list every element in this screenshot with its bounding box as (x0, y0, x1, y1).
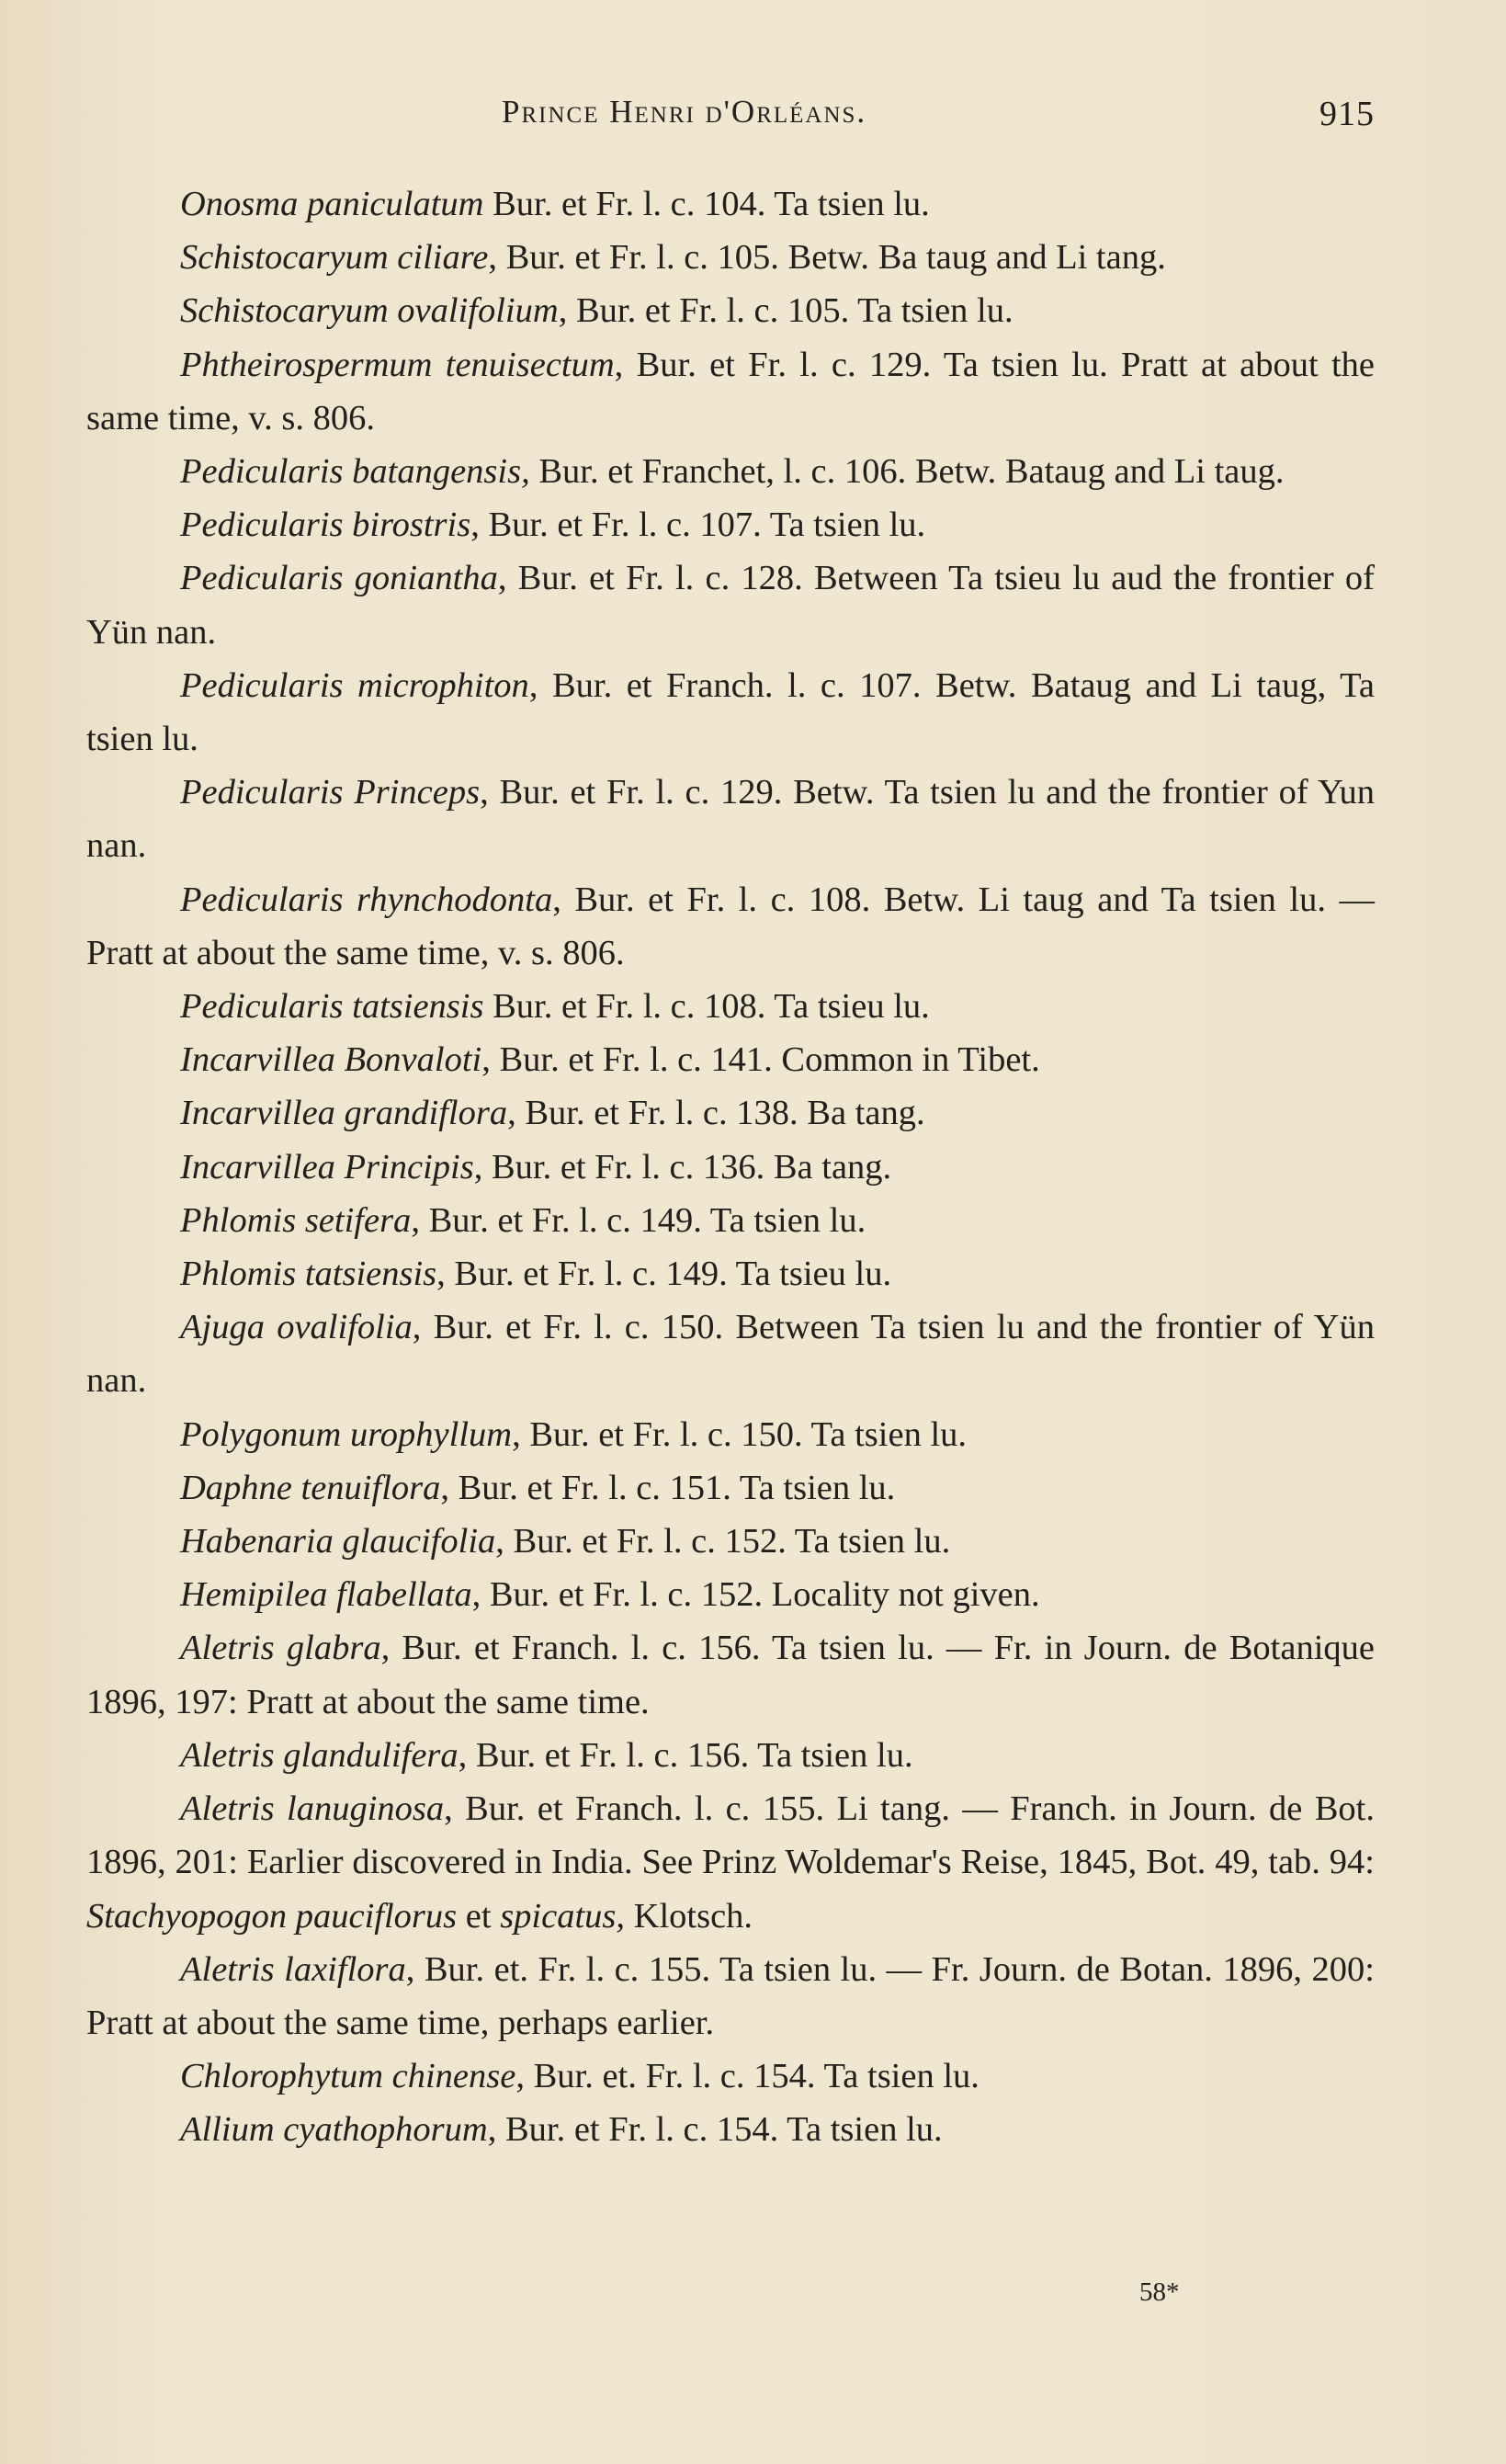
list-item (86, 231, 1375, 284)
species-name: Daphne tenuiflora (180, 1468, 441, 1507)
entry-citation: , Bur. et Fr. l. c. 149. Ta tsien lu. (411, 1200, 866, 1240)
list-item (86, 1194, 1375, 1247)
entry-connector: et (457, 1896, 501, 1936)
entry-citation: Bur. et Fr. l. c. 108. Ta tsieu lu. (483, 987, 930, 1027)
entry-citation: , Bur. et Fr. l. c. 138. Ba tang. (507, 1094, 925, 1133)
list-item (86, 766, 1375, 872)
entry-citation-tail: Klotsch. (625, 1896, 753, 1936)
list-item (86, 1515, 1375, 1568)
species-name: Incarvillea Bonvaloti (180, 1040, 482, 1080)
list-item (86, 338, 1375, 445)
list-item (86, 1408, 1375, 1461)
list-item (86, 551, 1375, 658)
entry-citation: , Bur. et Fr. l. c. 128. Between Ta tsieu lu aud the frontier of Yün nan. (86, 559, 1375, 652)
entry-citation: , Bur. et Fr. l. c. 150. Ta tsien lu. (512, 1414, 968, 1454)
species-list (86, 177, 1375, 2157)
entry-citation: , Bur. et. Fr. l. c. 154. Ta tsien lu. (515, 2057, 979, 2096)
species-name: Pedicularis rhynchodonta (180, 880, 553, 919)
species-name: Phtheirospermum tenuisectum (180, 345, 615, 384)
species-name: Chlorophytum chinense (180, 2057, 516, 2096)
species-name: Aletris laxiflora (180, 1949, 406, 1989)
species-name: Pedicularis birostris (180, 505, 471, 545)
entry-citation: , Bur. et Fr. l. c. 105. Betw. Ba taug and Li tang. (488, 238, 1166, 278)
list-item (86, 1247, 1375, 1300)
list-item (86, 445, 1375, 498)
species-name: Hemipilea flabellata (180, 1575, 472, 1615)
page-number: 915 (1319, 95, 1375, 133)
entry-citation: , Bur. et Fr. l. c. 156. Ta tsien lu. (458, 1735, 913, 1775)
entry-citation: , Bur. et Fr. l. c. 136. Ba tang. (473, 1147, 892, 1187)
species-name: Aletris glandulifera (180, 1735, 459, 1775)
entry-citation: , Bur. et Fr. l. c. 151. Ta tsien lu. (440, 1468, 896, 1507)
running-title: Prince Henri d'Orléans. (502, 94, 867, 130)
page-header (88, 88, 1375, 143)
species-name: Phlomis setifera (180, 1200, 412, 1240)
entry-citation: , Bur. et Fr. l. c. 141. Common in Tibet. (481, 1040, 1040, 1080)
species-name: Aletris lanuginosa (180, 1789, 445, 1829)
entry-citation: , Bur. et Fr. l. c. 152. Locality not given. (471, 1575, 1040, 1615)
entry-citation: , Bur. et Franch. l. c. 155. Li tang. — Franch. in Journ. de Bot. 1896, 201: Earlier discovered in India. See Prinz Woldemar's Reise, 1845, Bot. 49, tab. 94: (86, 1789, 1375, 1882)
species-name: Schistocaryum ciliare (180, 238, 489, 278)
synonym-name: Stachyopogon pauciflorus (86, 1896, 458, 1936)
species-name: Habenaria glaucifolia (180, 1522, 496, 1561)
list-item (86, 1943, 1375, 2050)
list-item (86, 873, 1375, 980)
list-item (86, 2103, 1375, 2156)
entry-citation: Bur. et Franch. l. c. 156. Ta tsien lu. — Fr. in Journ. de Botanique 1896, 197: Pratt at about the same time. (86, 1629, 1376, 1721)
species-name: Onosma paniculatum (180, 185, 484, 223)
species-name: Phlomis tatsiensis (180, 1255, 437, 1294)
list-item (86, 1621, 1375, 1728)
species-name: Pedicularis Princeps (180, 773, 481, 812)
species-name: Pedicularis goniantha (180, 559, 498, 598)
species-name: Allium cyathophorum (180, 2110, 488, 2150)
list-item (86, 498, 1375, 551)
entry-citation: Bur. et Franchet, l. c. 106. Betw. Bataug and Li taug. (529, 452, 1285, 492)
species-name: Pedicularis batangensis, (180, 452, 530, 492)
entry-citation: , Bur. et Fr. l. c. 105. Ta tsien lu. (558, 291, 1013, 331)
entry-citation: , Bur. et Fr. l. c. 154. Ta tsien lu. (487, 2110, 943, 2150)
list-item (86, 1729, 1375, 1782)
entry-citation: , Bur. et Fr. l. c. 108. Betw. Li taug and Ta tsien lu. — Pratt at about the same time, v. s. 806. (86, 880, 1375, 972)
species-name: Ajuga ovalifolia (180, 1308, 413, 1347)
entry-citation: , Bur. et Fr. l. c. 150. Between Ta tsien lu and the frontier of Yün nan. (86, 1308, 1375, 1401)
synonym-name: spicatus, (500, 1896, 626, 1936)
list-item (86, 980, 1375, 1033)
entry-citation: Bur. et Fr. l. c. 104. Ta tsien lu. (483, 185, 930, 223)
list-item (86, 1300, 1375, 1407)
species-name: Aletris glabra, (180, 1629, 391, 1668)
entry-citation: , Bur. et Franch. l. c. 107. Betw. Bataug and Li taug, Ta tsien lu. (86, 665, 1375, 759)
entry-citation: , Bur. et. Fr. l. c. 155. Ta tsien lu. — Fr. Journ. de Botan. 1896, 200: Pratt at about the same time, perhaps earlier. (86, 1949, 1375, 2042)
species-name: Incarvillea grandiflora (180, 1094, 508, 1133)
signature-mark: 58* (1139, 2277, 1180, 2307)
list-item (86, 2050, 1375, 2103)
species-name: Polygonum urophyllum (180, 1414, 513, 1454)
list-item (86, 1568, 1375, 1621)
species-name: Pedicularis microphiton (180, 665, 529, 705)
species-name: Incarvillea Principis (180, 1147, 474, 1187)
list-item (86, 1033, 1375, 1086)
entry-citation: , Bur. et Fr. l. c. 107. Ta tsien lu. (470, 505, 926, 545)
list-item (86, 1461, 1375, 1515)
list-item (86, 284, 1375, 337)
entry-citation: , Bur. et Fr. l. c. 129. Betw. Ta tsien lu and the frontier of Yun nan. (86, 773, 1375, 866)
entry-citation: , Bur. et Fr. l. c. 149. Ta tsieu lu. (436, 1255, 892, 1294)
entry-citation: , Bur. et Fr. l. c. 152. Ta tsien lu. (495, 1522, 951, 1561)
list-item (86, 1782, 1375, 1943)
species-name: Pedicularis tatsiensis (180, 987, 484, 1027)
list-item (86, 659, 1375, 766)
entry-citation: , Bur. et Fr. l. c. 129. Ta tsien lu. Pratt at about the same time, v. s. 806. (86, 345, 1375, 437)
list-item (86, 1141, 1375, 1194)
list-item (86, 177, 1375, 231)
species-name: Schistocaryum ovalifolium (180, 291, 559, 331)
list-item (86, 1086, 1375, 1140)
